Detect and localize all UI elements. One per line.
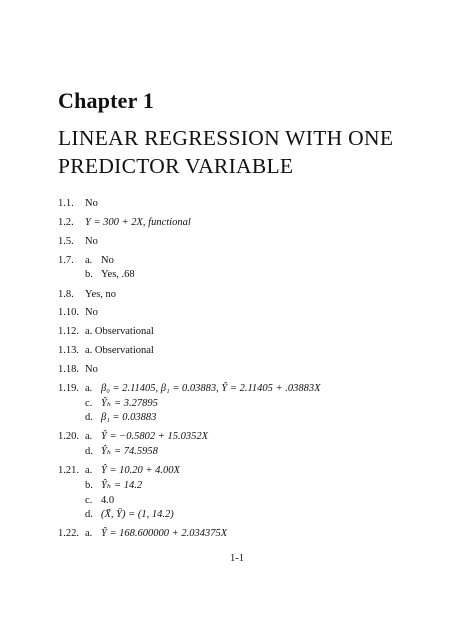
- answer-number: 1.8.: [58, 289, 74, 300]
- answer-text: No: [101, 255, 114, 266]
- page-number: 1-1: [230, 553, 244, 564]
- answer-part: c.: [85, 495, 93, 506]
- answer-text: Ŷₕ = 14.2: [101, 480, 143, 491]
- chapter-label: Chapter 1: [58, 88, 155, 113]
- answer-text: Yes, no: [85, 289, 117, 300]
- answer-text: Ŷ = −0.5802 + 15.0352X: [101, 431, 209, 442]
- answer-number: 1.22.: [58, 528, 79, 539]
- answer-part: d.: [85, 412, 93, 423]
- answer-part: a.: [85, 431, 93, 442]
- answer-text: Ŷₕ = 74.5958: [101, 446, 158, 457]
- answer-part: a.: [85, 465, 93, 476]
- answer-number: 1.20.: [58, 431, 79, 442]
- answer-part: d.: [85, 446, 93, 457]
- answer-text: Yes, .68: [101, 269, 135, 280]
- answer-text: No: [85, 198, 98, 209]
- answer-number: 1.19.: [58, 383, 79, 394]
- answer-text: (X̄, Ȳ) = (1, 14.2): [101, 509, 174, 520]
- answer-text: Ŷ = 10.20 + 4.00X: [101, 465, 180, 476]
- answer-number: 1.12.: [58, 326, 79, 337]
- chapter-title-line-2: PREDICTOR VARIABLE: [58, 154, 294, 178]
- answer-number: 1.7.: [58, 255, 74, 266]
- answer-number: 1.2.: [58, 217, 74, 228]
- answer-number: 1.13.: [58, 345, 79, 356]
- answer-text: No: [85, 307, 98, 318]
- answer-text: Y = 300 + 2X, functional: [85, 217, 191, 228]
- answer-text: a. Observational: [85, 326, 154, 337]
- answer-number: 1.10.: [58, 307, 79, 318]
- answer-part: a.: [85, 528, 93, 539]
- answer-number: 1.1.: [58, 198, 74, 209]
- answer-text: Ŷ = 168.600000 + 2.034375X: [101, 528, 228, 539]
- answer-text: a. Observational: [85, 345, 154, 356]
- answer-part: c.: [85, 398, 93, 409]
- answer-text: β₁ = 0.03883: [101, 412, 157, 423]
- answer-number: 1.18.: [58, 364, 79, 375]
- answer-number: 1.5.: [58, 236, 74, 247]
- answer-text: No: [85, 236, 98, 247]
- answer-text: β₀ = 2.11405, β₁ = 0.03883, Ŷ = 2.11405 + .03883X: [101, 383, 321, 394]
- answer-text: Ŷₕ = 3.27895: [101, 398, 158, 409]
- answer-part: b.: [85, 269, 93, 280]
- answer-text: 4.0: [101, 495, 115, 506]
- chapter-title-line-1: LINEAR REGRESSION WITH ONE: [58, 126, 394, 150]
- answer-part: b.: [85, 480, 93, 491]
- answer-part: a.: [85, 383, 93, 394]
- answer-text: No: [85, 364, 98, 375]
- answer-part: d.: [85, 509, 93, 520]
- answer-part: a.: [85, 255, 93, 266]
- answer-number: 1.21.: [58, 465, 79, 476]
